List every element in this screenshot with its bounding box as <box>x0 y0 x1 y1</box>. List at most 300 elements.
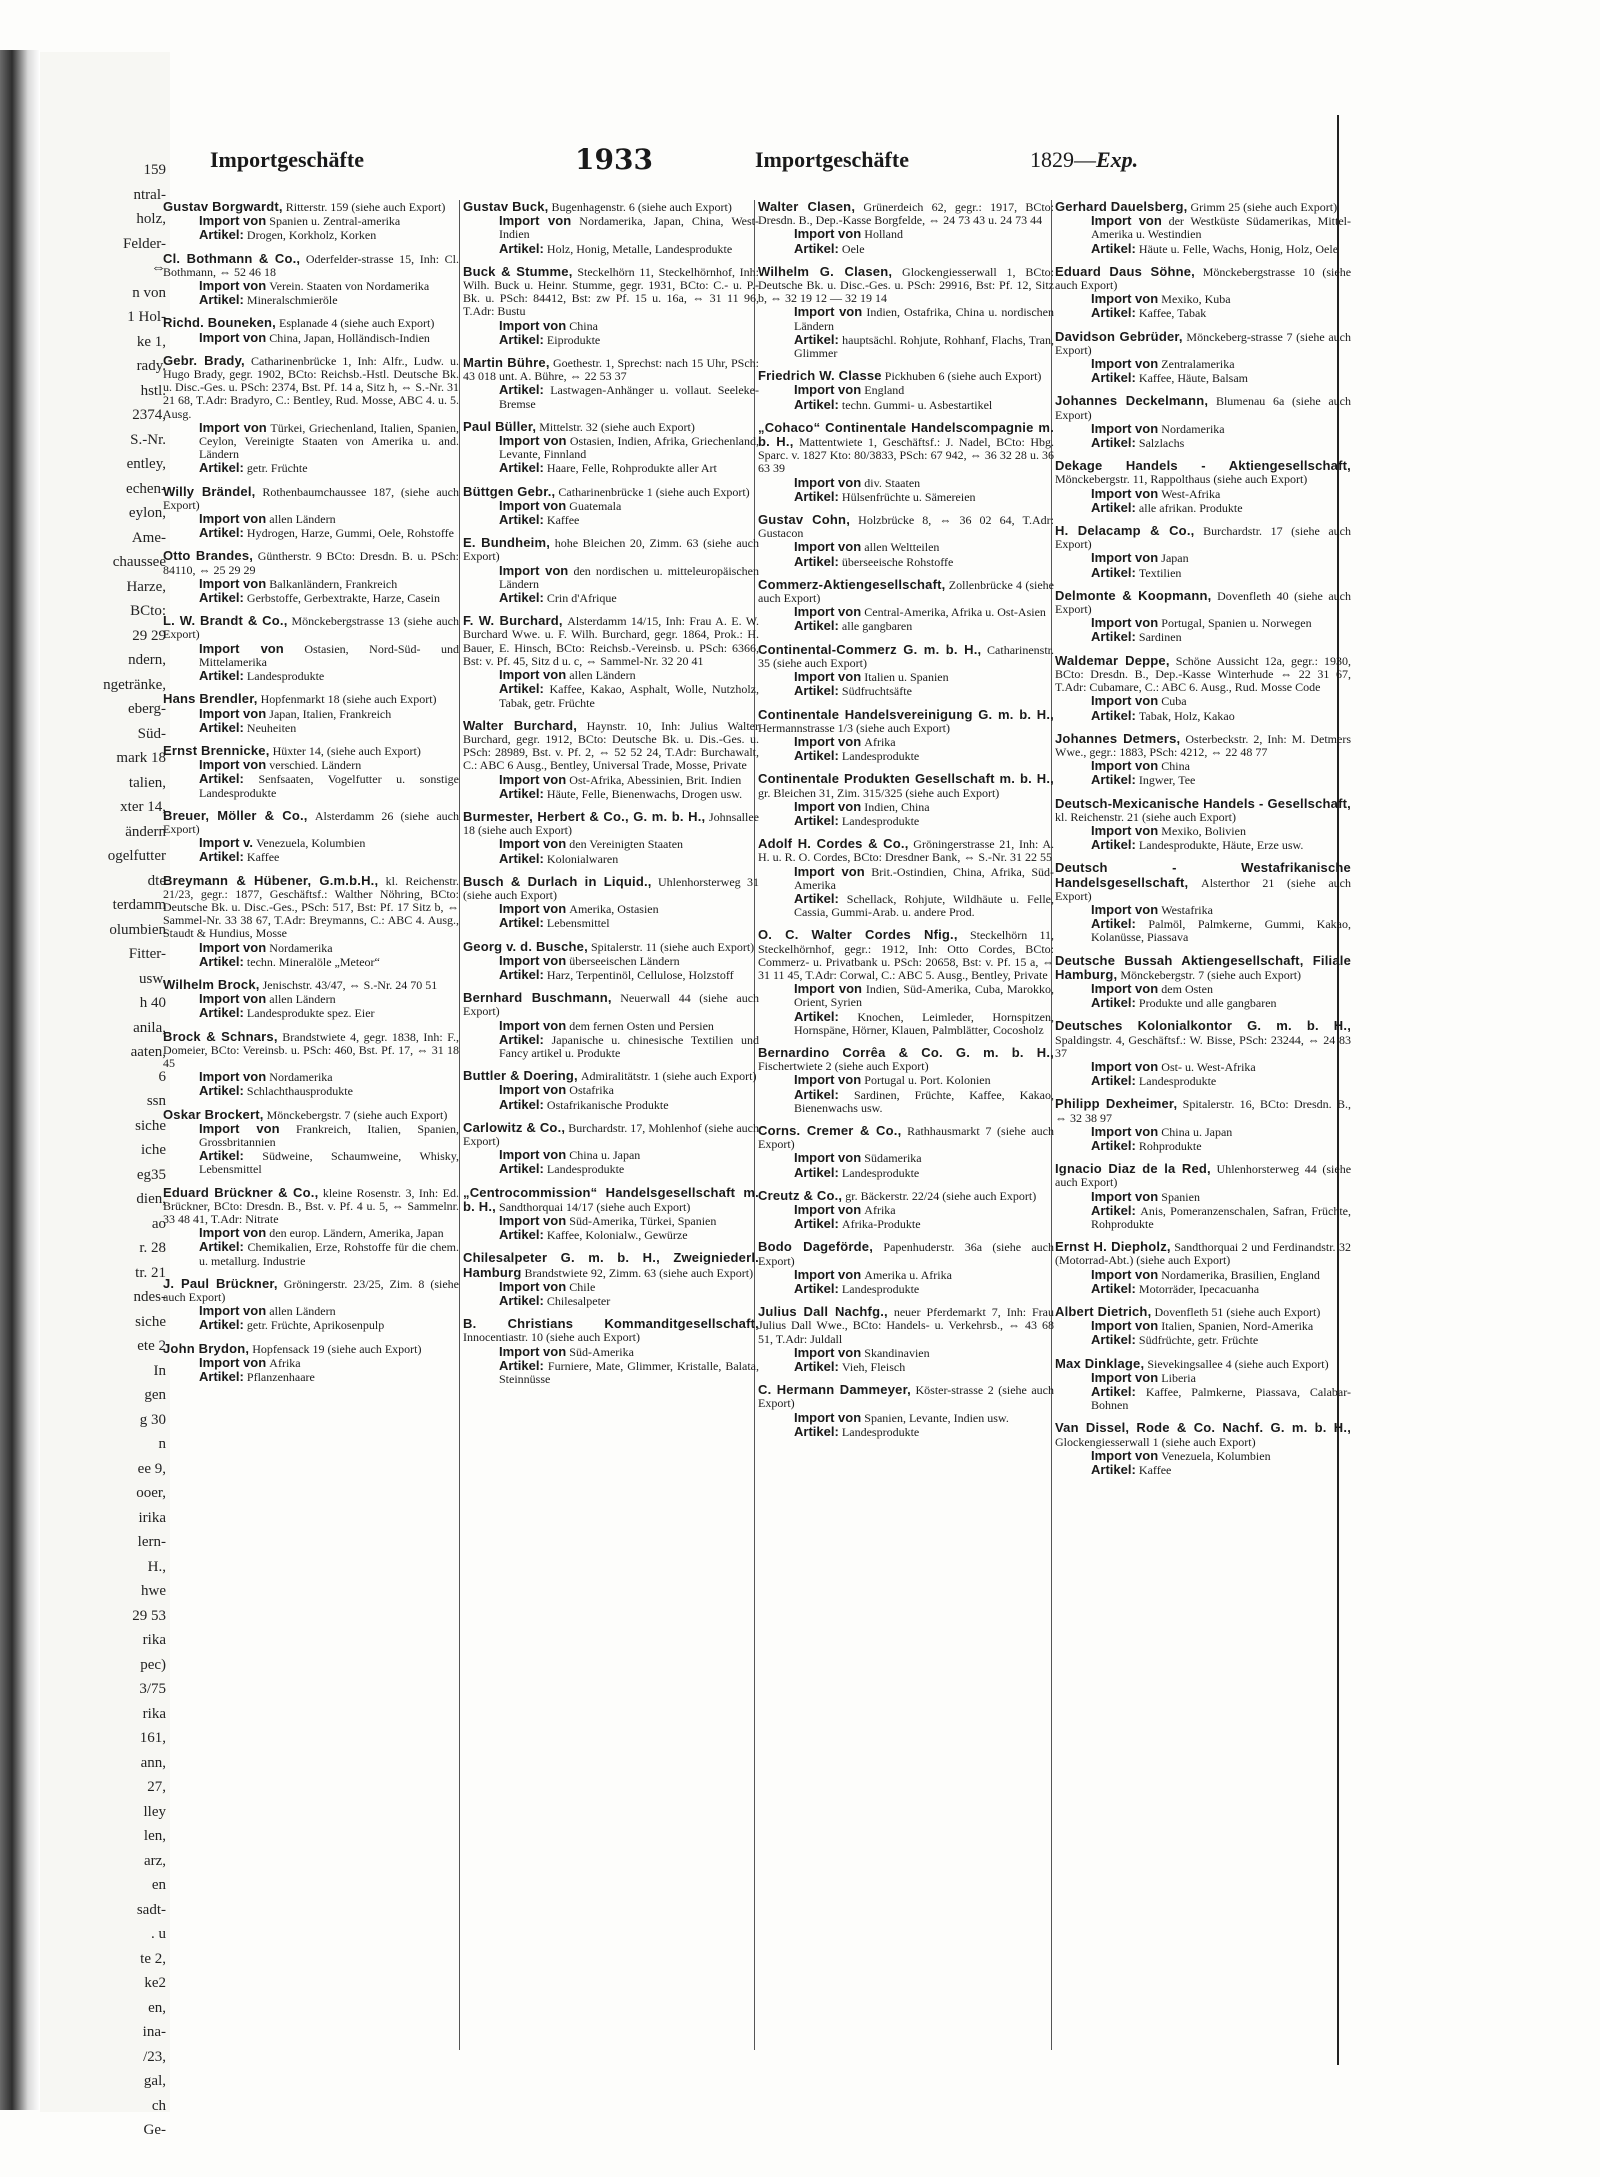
entry-head <box>1055 797 1351 824</box>
detail-value: verschied. Ländern <box>269 758 362 773</box>
company-name: Brock & Schnars, <box>163 1028 278 1044</box>
company-name: Adolf H. Cordes & Co., <box>758 836 909 852</box>
entry-head <box>463 614 759 668</box>
detail-value: Harz, Terpentinöl, Cellulose, Holzstoff <box>546 967 734 982</box>
detail-label: Artikel: <box>199 1317 244 1333</box>
detail-value: Kaffee, Tabak <box>1138 306 1207 321</box>
company-address: Sandthorquai 2 und Ferdinandstr. 32 (Motorrad-Abt.) (siehe auch Export) <box>1055 1240 1352 1268</box>
detail-label: Import von <box>499 1017 567 1033</box>
detail-label: Import von <box>199 419 267 435</box>
company-name: Büttgen Gebr., <box>463 483 556 499</box>
entry-head <box>758 643 1054 670</box>
detail-label: Artikel: <box>499 1293 544 1309</box>
entry-head <box>163 252 459 279</box>
entry-detail-line <box>463 1083 759 1097</box>
entry-detail-line <box>463 1345 759 1359</box>
entry-detail-line <box>758 1282 1054 1296</box>
company-entry <box>1055 1019 1351 1088</box>
prior-page-text-fragment: 2374, <box>132 407 166 423</box>
entry-detail-line <box>758 892 1054 919</box>
entry-detail-line <box>463 668 759 682</box>
entry-head <box>1055 200 1351 214</box>
entry-head <box>163 549 459 576</box>
company-name: Continentale Handelsvereinigung G. m. b. H., <box>758 706 1054 722</box>
company-entry <box>1055 1097 1351 1153</box>
company-name: Breymann & Hübener, G.m.b.H., <box>163 872 379 888</box>
entry-detail-line <box>758 1360 1054 1374</box>
detail-value: Venezuela, Kolumbien <box>1161 1448 1271 1463</box>
entry-detail-line <box>1055 1333 1351 1347</box>
detail-value: Japan <box>1161 551 1189 566</box>
detail-value: Schlachthausprodukte <box>246 1084 353 1099</box>
detail-label: Artikel: <box>1091 240 1136 256</box>
entry-head <box>163 1108 459 1122</box>
company-name: Delmonte & Koopmann, <box>1055 587 1212 603</box>
entry-detail-line <box>163 461 459 475</box>
company-entry <box>758 708 1054 764</box>
company-entry <box>163 874 459 969</box>
prior-page-text-fragment: mark 18 <box>116 750 166 766</box>
company-name: B. Christians Kommanditgesellschaft, <box>463 1316 759 1332</box>
detail-label: Import von <box>794 1072 862 1088</box>
detail-label: Import von <box>199 1069 267 1085</box>
company-entry <box>1055 1240 1351 1296</box>
entry-head <box>1055 654 1351 695</box>
company-address: Spaldingstr. 4, Geschäftsf.: W. Bisse, PSch: 23244, ⇔ 24 83 37 <box>1055 1032 1351 1060</box>
entry-head <box>163 692 459 706</box>
entry-head <box>163 1277 459 1304</box>
book-gutter <box>0 50 40 2110</box>
detail-label: Artikel: <box>794 1008 839 1024</box>
company-name: Burmester, Herbert & Co., G. m. b. H., <box>463 808 706 824</box>
company-name: Wilhelm Brock, <box>163 976 260 992</box>
prior-page-text-fragment: ⇔ <box>151 260 166 276</box>
detail-label: Import von <box>794 1266 862 1282</box>
company-name: L. W. Brandt & Co., <box>163 613 288 629</box>
company-address: Gröningerstrasse 21, Inh: A. H. u. R. O. Cordes, BCto: Dresdner Bank, ⇔ S.-Nr. 31 22 55 <box>758 837 1054 865</box>
company-address: Goethestr. 1, Sprechst: nach 15 Uhr, PSch: 43 018 unt. A. Bühre, ⇔ 22 53 37 <box>463 356 759 384</box>
detail-value: div. Staaten <box>864 475 921 490</box>
entry-head <box>758 200 1054 227</box>
detail-label: Artikel: <box>1091 370 1136 386</box>
company-name: Commerz-Aktiengesellschaft, <box>758 576 946 592</box>
company-address: Hopfenmarkt 18 (siehe auch Export) <box>260 692 437 707</box>
entry-head <box>163 744 459 758</box>
entry-head <box>163 809 459 836</box>
entry-detail-line <box>1055 422 1351 436</box>
detail-label: Artikel: <box>1091 1332 1136 1348</box>
company-address: Brandstwiete 4, gegr. 1838, Inh: F., Domeier, BCto: Vereinsb. u. PSch: 460, Bst. Pf. 17, ⇔ 31 18 45 <box>163 1029 459 1070</box>
company-name: Hans Brendler, <box>163 691 258 707</box>
prior-page-text-fragment: g 30 <box>139 1411 166 1428</box>
detail-value: Chilesalpeter <box>546 1294 611 1309</box>
detail-value: Italien u. Spanien <box>864 670 949 685</box>
detail-label: Artikel: <box>499 382 544 398</box>
entry-detail-line <box>463 499 759 513</box>
company-address: Fischertwiete 2 (siehe auch Export) <box>758 1059 929 1074</box>
detail-label: Import von <box>794 382 862 398</box>
detail-value: Anis, Pomeranzenschalen, Safran, Früchte, Rohprodukte <box>1091 1203 1352 1231</box>
company-entry <box>1055 459 1351 515</box>
prior-page-text-fragment: gal, <box>143 2073 166 2089</box>
detail-label: Artikel: <box>499 1161 544 1177</box>
company-name: Philipp Dexheimer, <box>1055 1096 1178 1112</box>
prior-page-text-fragment: talien, <box>128 774 166 791</box>
prior-page-text-fragment: ngetränke, <box>103 676 166 693</box>
detail-value: Häute u. Felle, Wachs, Honig, Holz, Oele <box>1138 241 1339 256</box>
company-address: Schöne Aussicht 12a, gegr.: 1930, BCto: Dresdn. B., Dep.-Kasse Winterhude ⇔ 22 31 67, T.Adr: Cubamare, C.: ABC 6. Ausg., Rud. Mosse Code <box>1055 653 1352 695</box>
detail-label: Import von <box>199 1303 267 1319</box>
entry-detail-line <box>758 227 1054 241</box>
entry-detail-line <box>163 1084 459 1098</box>
detail-label: Import von <box>794 604 862 620</box>
company-entry <box>463 1186 759 1243</box>
prior-page-text-fragment: anila, <box>133 1019 166 1036</box>
detail-label: Import von <box>499 952 567 968</box>
entry-head <box>463 991 759 1018</box>
entry-detail-line <box>758 242 1054 256</box>
entry-detail-line <box>463 968 759 982</box>
entry-detail-line <box>163 228 459 242</box>
detail-value: Ost-Afrika, Abessinien, Brit. Indien <box>569 772 742 787</box>
detail-value: Kaffee <box>546 513 580 528</box>
prior-page-text-fragment: ao <box>151 1215 166 1232</box>
detail-value: Ostasien, Nord-Süd- und Mittelamerika <box>199 641 460 669</box>
column-1 <box>163 200 459 2050</box>
detail-value: Nordamerika <box>269 940 333 955</box>
company-entry <box>1055 1162 1351 1231</box>
company-name: Waldemar Deppe, <box>1055 652 1170 668</box>
detail-value: überseeische Rohstoffe <box>841 554 954 569</box>
entry-head <box>163 1342 459 1356</box>
entry-head <box>758 1240 1054 1267</box>
prior-page-text-fragment: Felder- <box>122 235 166 252</box>
prior-page-text-fragment: ndern, <box>128 652 166 668</box>
detail-label: Artikel: <box>794 890 839 906</box>
company-address: Esplanade 4 (siehe auch Export) <box>279 316 435 331</box>
prior-page-text-fragment: eg35 <box>136 1166 166 1183</box>
detail-label: Artikel: <box>1091 305 1136 321</box>
entry-head <box>163 485 459 512</box>
detail-label: Artikel: <box>794 1423 839 1439</box>
detail-value: Ostafrika <box>569 1083 614 1098</box>
detail-label: Import von <box>794 539 862 555</box>
entry-head <box>1055 1240 1351 1267</box>
company-name: Bernhard Buschmann, <box>463 990 612 1006</box>
entry-detail-line <box>758 1203 1054 1217</box>
company-address: Köster-strasse 2 (siehe auch Export) <box>758 1383 1055 1411</box>
company-name: Oskar Brockert, <box>163 1106 264 1122</box>
entry-detail-line <box>758 800 1054 814</box>
detail-value: Nordamerika <box>1161 421 1225 436</box>
entry-head <box>1055 589 1351 616</box>
entry-detail-line <box>1055 501 1351 515</box>
company-entry <box>758 369 1054 412</box>
detail-value: alle gangbaren <box>841 619 913 634</box>
company-name: John Brydon, <box>163 1340 250 1356</box>
detail-label: Import von <box>794 1202 862 1217</box>
detail-value: Guatemala <box>569 498 622 513</box>
prior-page-text-fragment: ina- <box>142 2024 166 2040</box>
company-address: Alsterdamm 14/15, Inh: Frau A. E. W. Burchard Wwe. u. F. Wilh. Burchard, gegr. 1864, Prok.: H. Bauer, E. Hinsch, BCto: Reichsb.-Vereinsb. u. PSch: 6366, Bst: v. Pf. 45, Sitz d u. c, ⇔ Sammel-Nr. 32 20 41 <box>463 614 760 668</box>
prior-page-text-fragment: hstl. <box>140 382 166 399</box>
company-address: Grimm 25 (siehe auch Export) <box>1190 200 1338 214</box>
detail-value: der Westküste Südamerikas, Mittel-Amerika u. Westindien <box>1091 214 1352 242</box>
company-address: hohe Bleichen 20, Zimm. 63 (siehe auch Export) <box>463 536 759 564</box>
entry-head <box>463 875 759 902</box>
detail-value: Skandinavien <box>864 1345 930 1360</box>
cross-reference-section: Exp. <box>1096 147 1139 172</box>
entry-head <box>463 200 759 214</box>
detail-value: techn. Gummi- u. Asbestartikel <box>841 397 993 412</box>
prior-page-text-fragment: holz, <box>136 211 166 227</box>
company-address: Burchardstr. 17 (siehe auch Export) <box>1055 524 1352 552</box>
entry-head <box>1055 394 1351 421</box>
entry-head <box>1055 330 1351 357</box>
entry-detail-line <box>1055 1371 1351 1385</box>
detail-label: Import von <box>794 798 862 814</box>
prior-page-text-fragment: 29 29 <box>132 627 166 644</box>
entry-detail-line <box>758 1217 1054 1231</box>
company-entry <box>163 252 459 308</box>
detail-value: Landesprodukte, Häute, Erze usw. <box>1138 838 1304 853</box>
detail-label: Artikel: <box>1091 1384 1136 1400</box>
entry-head <box>758 578 1054 605</box>
company-address: Dovenfleth 40 (siehe auch Export) <box>1055 588 1352 617</box>
entry-detail-line <box>463 333 759 347</box>
entry-detail-line <box>163 1122 459 1149</box>
prior-page-text-fragment: rika <box>142 1632 166 1648</box>
company-address: Catharinenbrücke 1, Inh: Alfr., Ludw. u. Hugo Brady, gegr. 1902, BCto: Reichsb.-Hstl. Deutsche Bk. u. Disc.-Ges. u. PSch: 2374, Bst. Pf. 14 a, Sitz h, ⇔ S.-Nr. 31 21 68, T.Adr: Bradyro, C.: Bentley, Rud. Mosse, ABC 4. u. 5. Ausg. <box>163 353 460 421</box>
detail-value: Ostasien, Indien, Afrika, Griechenland, Levante, Finnland <box>499 434 760 462</box>
company-address: Mittelstr. 32 (siehe auch Export) <box>539 419 695 434</box>
entry-head <box>463 1317 759 1344</box>
detail-label: Artikel: <box>794 1359 839 1375</box>
detail-label: Artikel: <box>499 966 544 982</box>
detail-label: Artikel: <box>199 719 244 735</box>
company-address: Hopfensack 19 (siehe auch Export) <box>252 1341 422 1356</box>
company-name: Johannes Deckelmann, <box>1055 393 1209 409</box>
detail-label: Import von <box>499 771 567 787</box>
prior-page-text-fragment: en <box>151 1877 166 1893</box>
company-address: Mattentwiete 1, Geschäftsf.: J. Nadel, BCto: Hbg. Sparc. v. 1827 Kto: 80/3833, PSch: 67 942, ⇔ 36 32 28 u. 36 63 39 <box>758 435 1055 476</box>
detail-value: Amerika u. Afrika <box>864 1267 952 1282</box>
detail-label: Artikel: <box>199 771 244 787</box>
detail-value: Holz, Honig, Metalle, Landesprodukte <box>546 241 733 256</box>
company-address: Steckelhörn 11, Steckelhörnhof, gegr.: 1912, Inh: Otto Cordes, BCto: Commerz- u. Privatbank u. PSch: 20658, Bst: v. Pf. 15 a, ⇔ 31 11 45, T.Adr: Corwal, C.: ABC 5. Ausg., Bentley, Private <box>758 928 1055 982</box>
detail-value: Afrika-Produkte <box>841 1217 921 1232</box>
detail-label: Import von <box>199 991 267 1007</box>
detail-value: Amerika, Ostasien <box>569 902 659 917</box>
prior-page-text-fragment: Süd- <box>137 725 166 742</box>
company-address: Dovenfleth 51 (siehe auch Export) <box>1154 1305 1321 1320</box>
prior-page-text-fragment: BCto: <box>130 603 166 619</box>
detail-label: Import von <box>199 1120 280 1136</box>
prior-page-text-fragment: sadt- <box>136 1901 166 1918</box>
entry-detail-line <box>758 333 1054 360</box>
entry-head <box>163 1030 459 1071</box>
detail-label: Artikel: <box>499 850 544 866</box>
entry-detail-line <box>758 1346 1054 1360</box>
entry-detail-line <box>163 1356 459 1370</box>
detail-value: den europ. Ländern, Amerika, Japan <box>269 1226 444 1241</box>
detail-value: Portugal u. Port. Kolonien <box>864 1073 991 1088</box>
company-name: Eduard Daus Söhne, <box>1055 263 1195 279</box>
detail-value: Senfsaaten, Vogelfutter u. sonstige Landesprodukte <box>199 772 459 800</box>
entry-head <box>463 265 759 319</box>
entry-detail-line <box>758 735 1054 749</box>
detail-label: Import von <box>199 939 267 955</box>
company-address: Blumenau 6a (siehe auch Export) <box>1055 394 1351 422</box>
company-name: H. Delacamp & Co., <box>1055 523 1195 539</box>
detail-value: Frankreich, Italien, Spanien, Grossbritannien <box>199 1121 460 1149</box>
detail-label: Artikel: <box>794 1086 839 1102</box>
entry-head <box>758 369 1054 383</box>
company-entry <box>1055 200 1351 256</box>
prior-page-text-fragment: h 40 <box>139 995 166 1011</box>
company-address: Mönckebergstr. 7 (siehe auch Export) <box>1120 967 1302 982</box>
entry-head <box>463 1251 759 1279</box>
company-address: Admiralitätstr. 1 (siehe auch Export) <box>580 1069 757 1084</box>
prior-page-text-fragment: 161, <box>139 1730 166 1746</box>
detail-value: China <box>569 318 598 333</box>
company-name: Ernst Brennicke, <box>163 742 270 758</box>
detail-value: Afrika <box>864 734 896 749</box>
company-name: Gustav Borgwardt, <box>163 199 283 214</box>
entry-detail-line <box>463 242 759 256</box>
company-entry <box>1055 1421 1351 1477</box>
company-entry <box>1055 1357 1351 1413</box>
entry-detail-line <box>163 721 459 735</box>
detail-label: Artikel: <box>499 240 544 256</box>
entry-detail-line <box>163 850 459 864</box>
company-address: Catharinenbrücke 1 (siehe auch Export) <box>558 484 750 499</box>
detail-value: Südfruchtsäfte <box>841 684 912 699</box>
company-name: Friedrich W. Classe <box>758 368 882 384</box>
entry-detail-line <box>1055 1204 1351 1231</box>
detail-value: Kaffee, Palmkerne, Piassava, Calabar-Bohnen <box>1091 1385 1351 1413</box>
detail-value: Cuba <box>1161 694 1187 709</box>
detail-value: Brit.-Ostindien, China, Afrika, Süd-Amerika <box>794 864 1054 892</box>
entry-head <box>1055 524 1351 551</box>
company-name: Eduard Brückner & Co., <box>163 1184 319 1200</box>
company-entry <box>758 1240 1054 1296</box>
detail-label: Import von <box>1091 213 1162 229</box>
detail-value: Kaffee <box>1138 1463 1172 1478</box>
company-address: Mönckebergstr. 11, Rappolthaus (siehe auch Export) <box>1055 472 1308 487</box>
company-address: Spitalerstr. 16, BCto: Dresdn. B., ⇔ 32 38 97 <box>1055 1097 1352 1125</box>
prior-page-text-fragment: ke 1, <box>136 333 166 350</box>
entry-detail-line <box>1055 982 1351 996</box>
entry-detail-line <box>1055 824 1351 838</box>
entry-detail-line <box>463 1162 759 1176</box>
company-address: Steckelhörn 11, Steckelhörnhof, Inh: Wilh. Buck u. Heinr. Stumme, gegr. 1931, BCto: C.- u. P.-Bk. u. PSch: 84412, Bst: zw Pf. 15 u. 16a, ⇔ 31 11 96, T.Adr: Bustu <box>463 264 760 319</box>
prior-page-text-fragment: ke2 <box>144 1975 166 1991</box>
detail-label: Import von <box>1091 1318 1159 1334</box>
company-address: Burchardstr. 17, Mohlenhof (siehe auch Export) <box>463 1120 759 1148</box>
prior-page-text-fragment: dien, <box>136 1191 166 1207</box>
detail-value: getr. Früchte, Aprikosenpulp <box>246 1318 385 1333</box>
detail-label: Artikel: <box>199 849 244 865</box>
company-entry <box>463 810 759 866</box>
detail-value: allen Ländern <box>569 668 636 683</box>
entry-head <box>1055 732 1351 759</box>
company-name: Gebr. Brady, <box>163 352 245 368</box>
detail-value: Tabak, Holz, Kakao <box>1138 708 1235 723</box>
prior-page-text-fragment: siche <box>135 1117 166 1134</box>
detail-value: Italien, Spanien, Nord-Amerika <box>1161 1319 1314 1334</box>
cross-reference <box>1030 147 1138 173</box>
entry-head <box>1055 1162 1351 1189</box>
company-name: Continentale Produkten Gesellschaft m. b. H., <box>758 771 1054 787</box>
entry-head <box>1055 1097 1351 1124</box>
entry-head <box>758 1189 1054 1203</box>
prior-page-text-fragment: ndes- <box>133 1289 166 1305</box>
entry-detail-line <box>463 1280 759 1294</box>
detail-value: Vieh, Fleisch <box>841 1360 906 1375</box>
company-name: Creutz & Co., <box>758 1187 843 1203</box>
detail-label: Import von <box>199 575 267 591</box>
entry-detail-line <box>463 954 759 968</box>
company-entry <box>1055 732 1351 788</box>
company-entry <box>463 940 759 983</box>
detail-value: Rohprodukte <box>1138 1138 1202 1153</box>
entry-detail-line <box>163 772 459 799</box>
company-name: Deutsche Bussah Aktiengesellschaft, Filiale Hamburg, <box>1055 952 1351 982</box>
company-address: Oderfelder-strasse 15, Inh: Cl. Bothmann, ⇔ 52 46 18 <box>163 251 459 279</box>
company-name: F. W. Burchard, <box>463 613 563 629</box>
entry-detail-line <box>1055 694 1351 708</box>
page-header <box>170 143 1395 191</box>
entry-detail-line <box>163 642 459 669</box>
company-address: Uhlenhorsterweg 44 (siehe auch Export) <box>1055 1162 1352 1190</box>
detail-value: techn. Mineralöle „Meteor“ <box>246 954 380 969</box>
detail-label: Artikel: <box>1091 995 1136 1011</box>
prior-page-text-fragment: aaten, <box>130 1044 166 1060</box>
detail-label: Artikel: <box>199 953 244 969</box>
detail-label: Artikel: <box>1091 707 1136 723</box>
detail-value: Südamerika <box>864 1151 922 1166</box>
entry-head <box>758 837 1054 864</box>
detail-label: Import von <box>794 226 862 242</box>
company-entry <box>758 421 1054 504</box>
company-name: Johannes Detmers, <box>1055 730 1181 746</box>
detail-label: Import von <box>1091 485 1159 501</box>
entry-head <box>463 485 759 499</box>
company-name: „Cohaco“ Continentale Handelscompagnie m. b. H., <box>758 419 1054 450</box>
detail-value: Salzlachs <box>1138 436 1185 451</box>
company-entry <box>163 1186 459 1268</box>
detail-value: Häute, Felle, Bienenwachs, Drogen usw. <box>546 786 743 801</box>
detail-value: Sardinen, Früchte, Kaffee, Kakao, Bienenwachs usw. <box>794 1087 1054 1115</box>
detail-label: Artikel: <box>199 1369 244 1385</box>
company-name: C. Hermann Dammeyer, <box>758 1382 911 1398</box>
entry-detail-line <box>1055 838 1351 852</box>
detail-value: Kaffee, Kakao, Asphalt, Wolle, Nutzholz, Tabak, getr. Früchte <box>499 682 759 710</box>
detail-label: Import von <box>794 669 862 685</box>
company-address: Gröningerstr. 23/25, Zim. 8 (siehe auch Export) <box>163 1276 460 1305</box>
prior-page-text-fragment: ändern <box>125 823 166 840</box>
entry-detail-line <box>758 1268 1054 1282</box>
detail-value: Nordamerika <box>269 1070 333 1085</box>
entry-detail-line <box>758 1425 1054 1439</box>
company-address: Grünerdeich 62, gegr.: 1917, BCto: Dresdn. B., Dep.-Kasse Borgfelde, ⇔ 24 73 43 u. 24 73 44 <box>758 200 1054 228</box>
entry-detail-line <box>1055 1385 1351 1412</box>
detail-value: Gerbstoffe, Gerbextrakte, Harze, Casein <box>246 591 440 606</box>
entry-detail-line <box>758 540 1054 554</box>
detail-value: Crin d'Afrique <box>546 591 617 606</box>
company-address: Sievekingsallee 4 (siehe auch Export) <box>1147 1356 1329 1371</box>
